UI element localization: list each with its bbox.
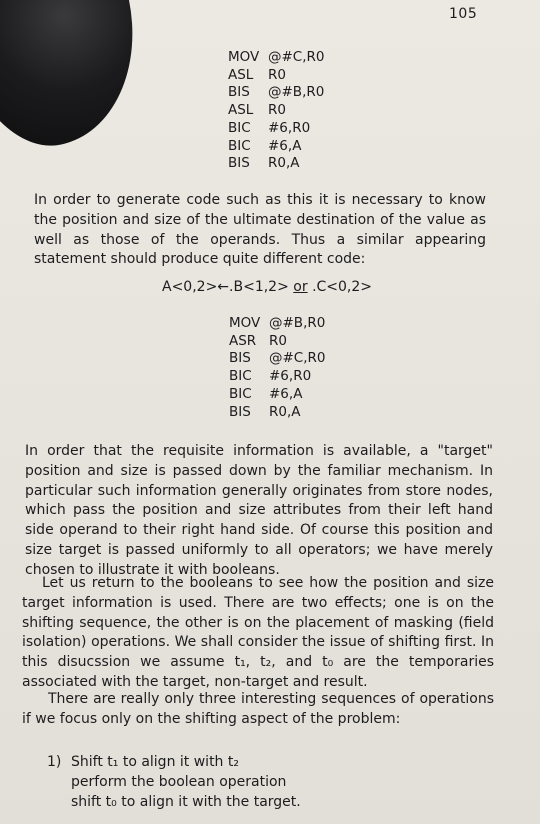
- paragraph-2: In order that the requisite information is available, a "target" position and size is passed down by the familiar mechanism. In particular such information generally originates from store nodes, which pass the position and size attributes from their left hand side operand to their right hand side. Of course this position and size target is passed uniformly to all operators; we have merely chosen to illustrate it with booleans.: [25, 443, 493, 578]
- code-line: BIC #6,R0: [228, 119, 311, 136]
- paragraph-3: Let us return to the booleans to see how the position and size target information is used. There are two effects; one is on the shifting sequence, the other is on the placement of masking (field isolation) operations. We shall consider the issue of shifting first. In this disucssion we assume t₁, t₂, and t₀ are the temporaries associated with the target, non-target and result.: [22, 575, 494, 690]
- paragraph-1: In order to generate code such as this it is necessary to know the position and size of the ultimate destination of the value as well as those of the operands. Thus a similar appearing statement should produce quite different code:: [34, 192, 486, 268]
- list-item-line: shift t₀ to align it with the target.: [71, 794, 301, 810]
- code-line: BIC #6,R0: [229, 368, 312, 385]
- formula-operator: or: [293, 279, 308, 295]
- list-item-number: 1): [47, 754, 62, 770]
- code-line: BIC #6,A: [228, 137, 302, 154]
- dark-object-corner: [0, 0, 155, 161]
- formula-left: A<0,2>←.B<1,2>: [162, 279, 289, 295]
- code-line: BIS R0,A: [228, 155, 300, 172]
- code-line: MOV @#C,R0: [228, 49, 325, 65]
- code-line: BIS @#B,R0: [228, 84, 325, 101]
- formula: [162, 279, 372, 295]
- code-line: BIC #6,A: [229, 385, 303, 402]
- code-line: MOV @#B,R0: [229, 315, 326, 331]
- list-item-body: [71, 752, 301, 812]
- code-block-1: [228, 49, 325, 173]
- code-line: ASL R0: [228, 66, 286, 83]
- paragraph-4: There are really only three interesting sequences of operations if we focus only on the shifting aspect of the problem:: [22, 691, 494, 727]
- list-item-line: Shift t₁ to align it with t₂: [71, 754, 239, 770]
- page-number: 105: [449, 6, 478, 22]
- code-block-2: [229, 315, 326, 421]
- code-line: ASR R0: [229, 332, 287, 349]
- code-line: BIS R0,A: [229, 403, 301, 420]
- code-line: ASL R0: [228, 102, 286, 119]
- code-line: BIS @#C,R0: [229, 350, 326, 367]
- formula-right: .C<0,2>: [312, 279, 373, 295]
- list-item-line: perform the boolean operation: [71, 774, 287, 790]
